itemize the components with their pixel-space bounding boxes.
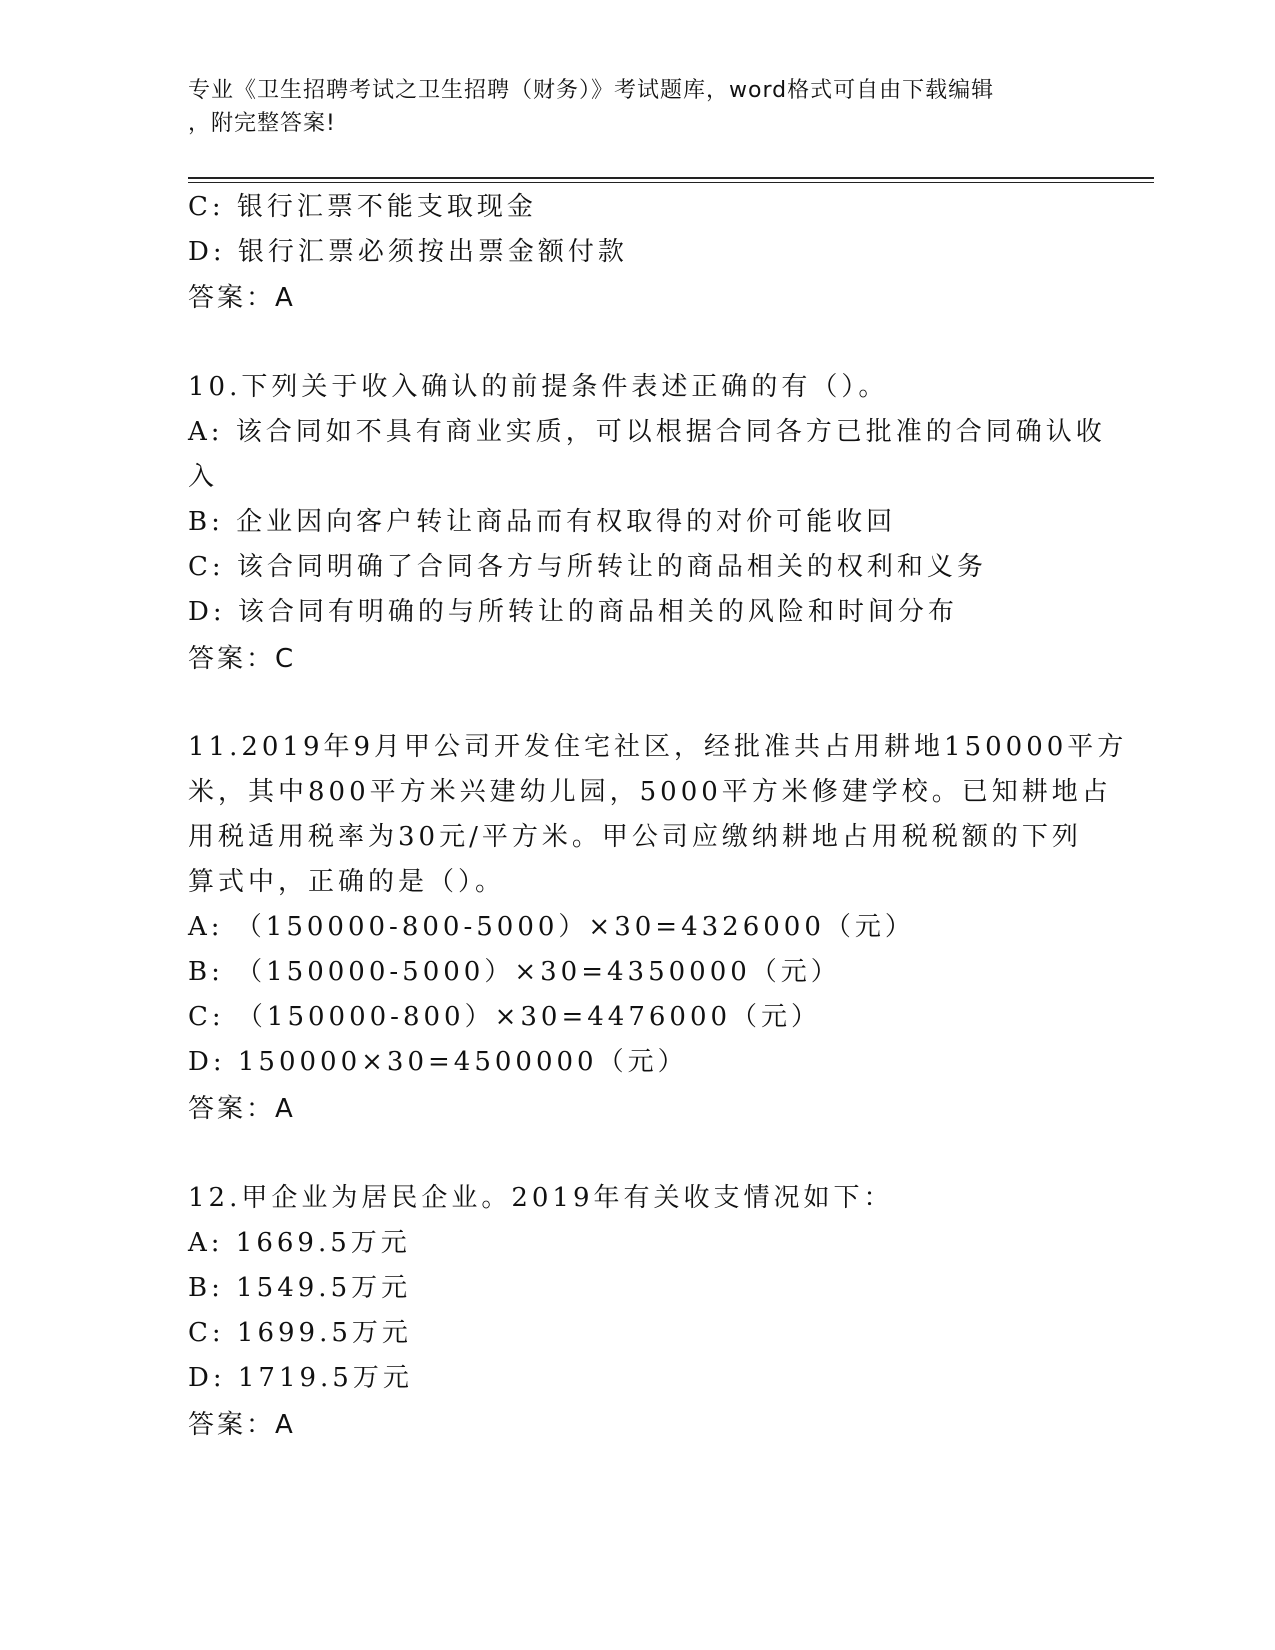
q11-option-a: A: （150000-800-5000）×30=4326000（元） [188, 912, 915, 942]
q10-option-d: D: 该合同有明确的与所转让的商品相关的风险和时间分布 [188, 597, 958, 627]
q9-option-c: C: 银行汇票不能支取现金 [188, 192, 537, 222]
q10-option-a-line-2: 入 [188, 462, 219, 492]
document-header [188, 74, 1088, 140]
q12-stem: 12.甲企业为居民企业。2019年有关收支情况如下： [188, 1183, 894, 1213]
q10-option-c: C: 该合同明确了合同各方与所转让的商品相关的权利和义务 [188, 552, 987, 582]
q11-option-c: C: （150000-800）×30=4476000（元） [188, 1002, 822, 1032]
q11-stem-line-3: 用税适用税率为30元/平方米。甲公司应缴纳耕地占用税税额的下列 [188, 822, 1082, 852]
q10-option-b: B: 企业因向客户转让商品而有权取得的对价可能收回 [188, 507, 897, 537]
q11-answer: 答案：A [188, 1094, 296, 1124]
q11-stem-line-4: 算式中，正确的是（）。 [188, 867, 506, 897]
q12-answer: 答案：A [188, 1410, 296, 1440]
q12-option-d: D: 1719.5万元 [188, 1363, 413, 1393]
header-line-1: 专业《卫生招聘考试之卫生招聘（财务）》考试题库，word格式可自由下载编辑 [188, 78, 995, 103]
q10-stem: 10.下列关于收入确认的前提条件表述正确的有（）。 [188, 372, 889, 402]
q12-option-b: B: 1549.5万元 [188, 1273, 412, 1303]
q9-option-d: D: 银行汇票必须按出票金额付款 [188, 237, 628, 267]
q12-option-c: C: 1699.5万元 [188, 1318, 412, 1348]
q11-stem-line-2: 米，其中800平方米兴建幼儿园，5000平方米修建学校。已知耕地占 [188, 777, 1112, 807]
header-divider [188, 177, 1154, 183]
q11-stem-line-1: 11.2019年9月甲公司开发住宅社区，经批准共占用耕地150000平方 [188, 732, 1128, 762]
q10-answer: 答案：C [188, 644, 297, 674]
header-line-2: ，附完整答案! [188, 111, 336, 136]
q10-option-a-line-1: A: 该合同如不具有商业实质，可以根据合同各方已批准的合同确认收 [188, 417, 1106, 447]
q11-option-d: D: 150000×30=4500000（元） [188, 1047, 688, 1077]
q11-option-b: B: （150000-5000）×30=4350000（元） [188, 957, 841, 987]
q12-option-a: A: 1669.5万元 [188, 1228, 411, 1258]
q9-answer: 答案：A [188, 283, 296, 313]
